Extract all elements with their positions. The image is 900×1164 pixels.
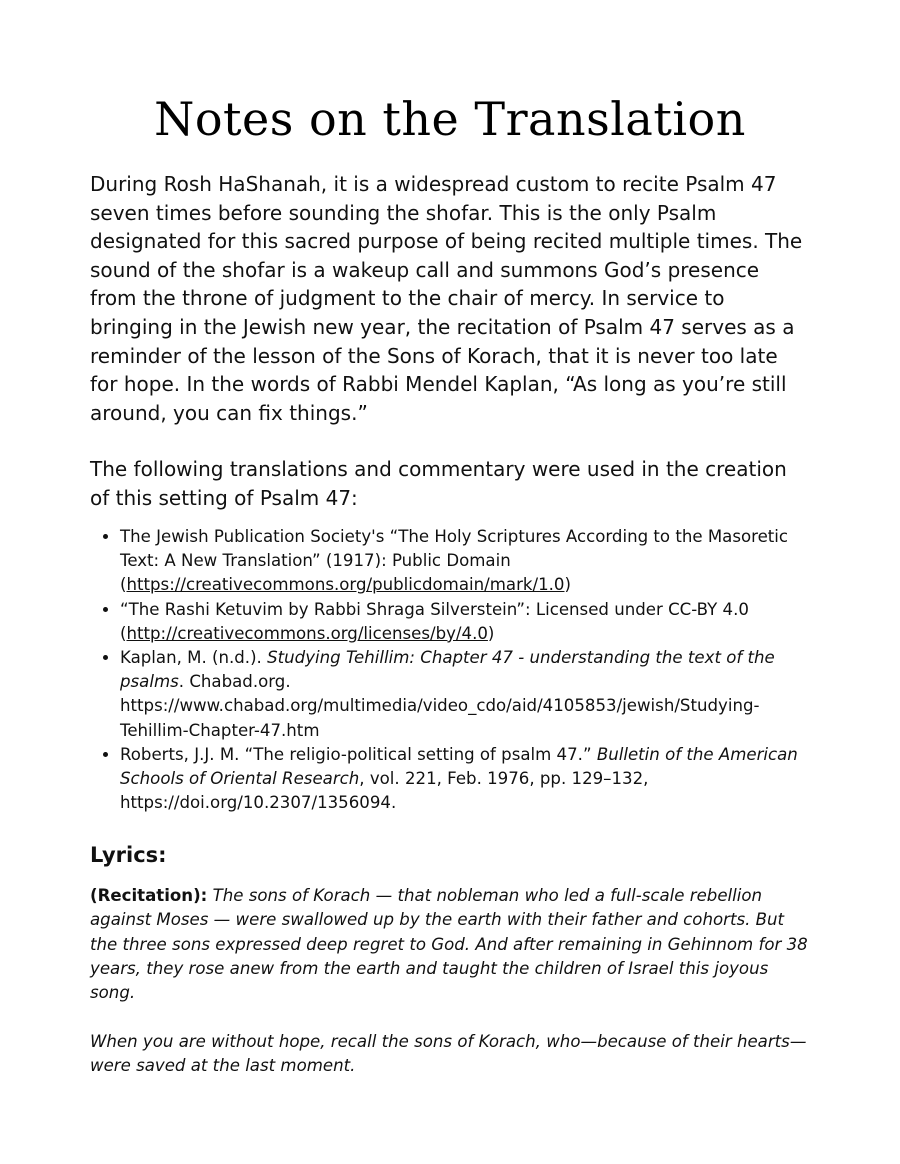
reference-journal: Bulletin of the American Schools of Oriental Research bbox=[120, 744, 798, 789]
reference-source: , vol. 221, Feb. 1976, pp. 129–132, https://doi.org/10.2307/1356094. bbox=[120, 769, 649, 813]
reference-text: The Jewish Publication Society's “The Holy Scriptures According to the Masoretic Text: A New Translation” (1917): Public Domain ( bbox=[120, 527, 789, 595]
recitation-text: The sons of Korach — that nobleman who led a full-scale rebellion against Moses — were swallowed up by the earth with their father and cohorts. But the three sons expressed deep regret to God. And after remaining in Gehinnom for 38 years, they rose anew from the earth and taught the children of Israel this joyous song. bbox=[90, 886, 808, 1003]
reference-item bbox=[120, 646, 810, 743]
lyrics-heading: Lyrics: bbox=[90, 843, 167, 867]
closing-paragraph bbox=[90, 1030, 812, 1079]
reference-item bbox=[120, 743, 810, 816]
reference-title: Studying Tehillim: Chapter 47 - understanding the text of the psalms bbox=[120, 648, 775, 692]
recitation-paragraph bbox=[90, 884, 812, 1005]
reference-item bbox=[120, 525, 810, 598]
page-title: Notes on the Translation bbox=[154, 92, 746, 146]
recitation-label: (Recitation): bbox=[90, 886, 208, 905]
reference-link[interactable]: http://creativecommons.org/licenses/by/4.0 bbox=[126, 623, 488, 643]
reference-author: Kaplan, M. (n.d.). bbox=[120, 648, 268, 668]
sources-intro-paragraph: The following translations and commentary were used in the creation of this setting of Psalm 47: bbox=[90, 457, 787, 510]
reference-text: “The Rashi Ketuvim by Rabbi Shraga Silverstein”: Licensed under CC-BY 4.0 ( bbox=[120, 599, 749, 643]
reference-source: . Chabad.org. https://www.chabad.org/multimedia/video_cdo/aid/4105853/jewish/Studying-Tehillim-Chapter-47.htm bbox=[120, 672, 760, 740]
reference-item bbox=[120, 598, 810, 646]
reference-close: ) bbox=[564, 575, 571, 595]
reference-link[interactable]: https://creativecommons.org/publicdomain/mark/1.0 bbox=[126, 575, 565, 595]
intro-paragraph: During Rosh HaShanah, it is a widespread custom to recite Psalm 47 seven times before sounding the shofar. This is the only Psalm designated for this sacred purpose of being recited multiple times. The sound of the shofar is a wakeup call and summons God’s presence from the throne of judgment to the chair of mercy. In service to bringing in the Jewish new year, the recitation of Psalm 47 serves as a reminder of the lesson of the Sons of Korach, that it is never too late for hope. In the words of Rabbi Mendel Kaplan, “As long as you’re still around, you can fix things.” bbox=[90, 172, 803, 425]
reference-close: ) bbox=[487, 623, 495, 643]
reference-list bbox=[90, 525, 810, 815]
reference-author: Roberts, J.J. M. “The religio-political setting of psalm 47.” bbox=[120, 744, 597, 764]
closing-text: When you are without hope, recall the sons of Korach, who—because of their hearts—were saved at the last moment. bbox=[90, 1032, 807, 1076]
